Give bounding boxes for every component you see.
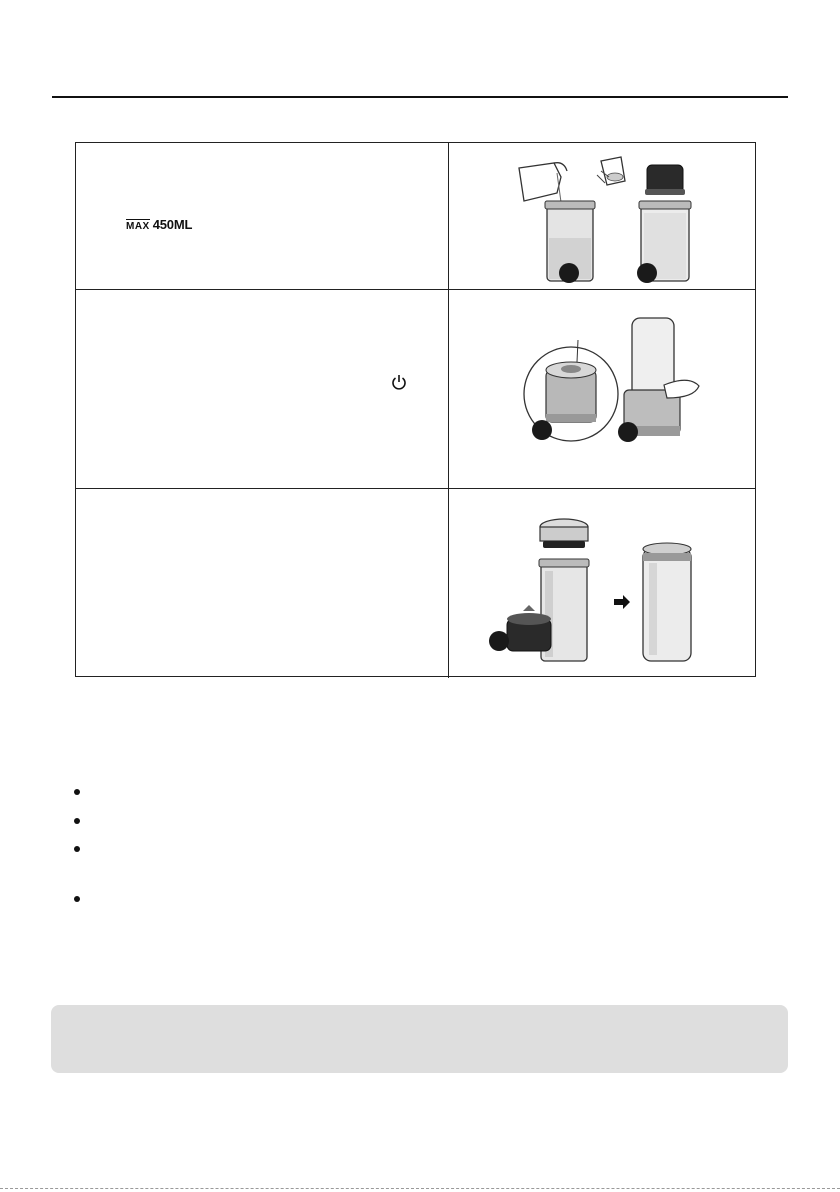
max-volume: 450ML bbox=[152, 217, 193, 232]
arrow-right-icon bbox=[614, 595, 630, 609]
step-row-blend bbox=[76, 290, 755, 489]
motor-base-illustration bbox=[449, 290, 756, 489]
power-icon bbox=[391, 374, 407, 390]
step-text-cell bbox=[76, 489, 449, 678]
max-capacity-marking bbox=[126, 217, 192, 232]
list-bullet bbox=[74, 896, 80, 902]
instruction-table bbox=[75, 142, 756, 677]
step-badge-a bbox=[559, 263, 579, 283]
step-illustration-cell bbox=[449, 290, 755, 488]
step-text-cell bbox=[76, 290, 449, 488]
note-box bbox=[51, 1005, 788, 1073]
list-bullet bbox=[74, 789, 80, 795]
list-bullet bbox=[74, 846, 80, 852]
fill-bottle-illustration bbox=[449, 143, 756, 290]
header-rule bbox=[52, 96, 788, 98]
step-badge-b bbox=[637, 263, 657, 283]
step-badge-c bbox=[532, 420, 552, 440]
step-illustration-cell bbox=[449, 489, 755, 678]
page-cut-line bbox=[0, 1188, 840, 1189]
step-badge-d bbox=[618, 422, 638, 442]
step-row-fill bbox=[76, 143, 755, 290]
step-text-cell bbox=[76, 143, 449, 289]
step-row-remove bbox=[76, 489, 755, 678]
step-badge-e bbox=[489, 631, 509, 651]
step-illustration-cell bbox=[449, 143, 755, 289]
travel-lid-illustration bbox=[449, 489, 756, 678]
max-label: MAX bbox=[126, 221, 150, 232]
list-bullet bbox=[74, 818, 80, 824]
